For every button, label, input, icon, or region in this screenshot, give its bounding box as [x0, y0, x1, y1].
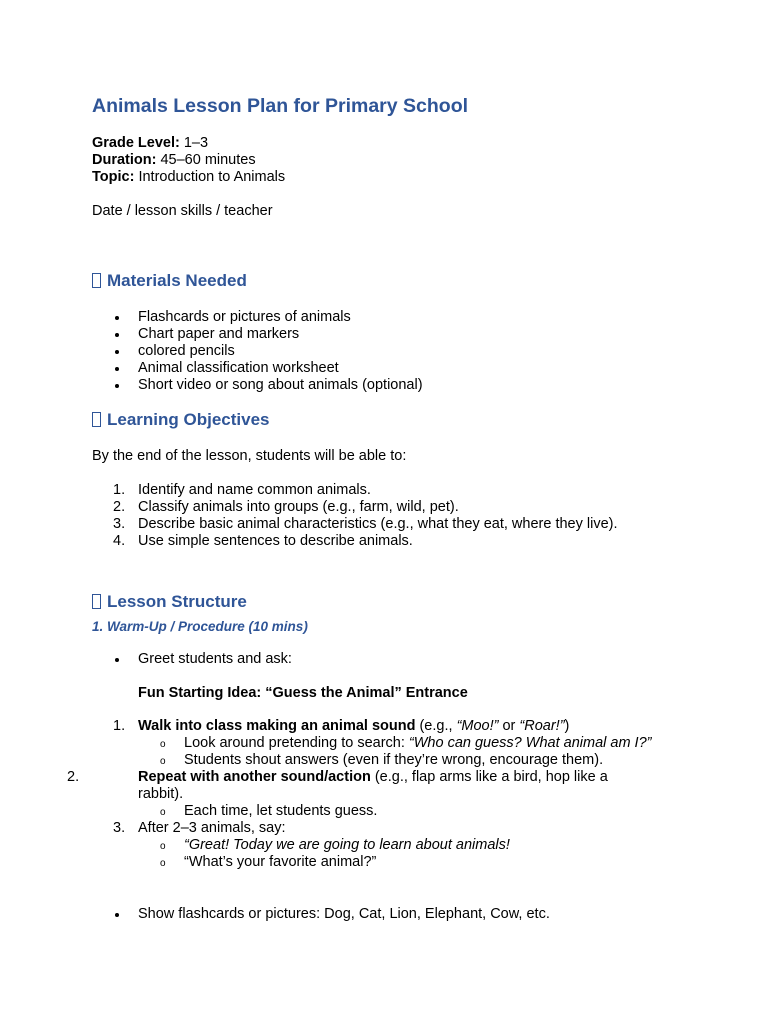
sub-item: o Students shout answers (even if they’re wrong, encourage them). [92, 752, 754, 769]
sub-item: o Each time, let students guess. [92, 803, 754, 820]
missing-glyph-icon [92, 412, 101, 427]
grade-level-label: Grade Level: [92, 135, 180, 151]
sub-item: o “Great! Today we are going to learn about animals! [92, 837, 754, 854]
topic-row [92, 169, 285, 186]
missing-glyph-icon [92, 594, 101, 609]
step-item: 1. Walk into class making an animal sound (e.g., “Moo!” or “Roar!”) o Look around pretending to search: “Who can guess? What animal am I?” o Students shout answers (even if they’re wrong, encourage them). [92, 718, 754, 769]
materials-heading-text: Materials Needed [107, 271, 247, 290]
list-item: Short video or song about animals (optional) [92, 377, 423, 394]
grade-level-row [92, 135, 285, 152]
objectives-heading-text: Learning Objectives [107, 410, 270, 429]
date-line: Date / lesson skills / teacher [92, 203, 273, 219]
duration-row [92, 152, 285, 169]
duration-label: Duration: [92, 152, 157, 168]
list-item: Animal classification worksheet [92, 360, 423, 377]
structure-heading [92, 591, 247, 613]
flashcards-list [92, 906, 550, 923]
step-item: 3. After 2–3 animals, say: o “Great! Today we are going to learn about animals! o “What’s your favorite animal?” [92, 820, 754, 871]
lesson-meta [92, 135, 285, 186]
objectives-intro: By the end of the lesson, students will be able to: [92, 448, 407, 464]
list-item: 4. Use simple sentences to describe animals. [113, 533, 413, 549]
list-item: colored pencils [92, 343, 423, 360]
materials-heading [92, 270, 247, 292]
list-item: 3. Describe basic animal characteristics (e.g., what they eat, where they live). [113, 516, 618, 532]
list-item: Show flashcards or pictures: Dog, Cat, Lion, Elephant, Cow, etc. [92, 906, 550, 923]
list-item: Flashcards or pictures of animals [92, 309, 423, 326]
page-title: Animals Lesson Plan for Primary School [92, 95, 469, 117]
objectives-list [92, 482, 618, 550]
grade-level-value: 1–3 [179, 135, 209, 151]
list-item: 1. Identify and name common animals. [113, 482, 371, 498]
greet-list [92, 651, 292, 668]
duration-value: 45–60 minutes [156, 152, 256, 168]
topic-label: Topic: [92, 169, 135, 185]
sub-item: o Look around pretending to search: “Who can guess? What animal am I?” [92, 735, 714, 752]
materials-list [92, 309, 423, 394]
list-item: Chart paper and markers [92, 326, 423, 343]
structure-heading-text: Lesson Structure [107, 592, 247, 611]
objectives-heading [92, 409, 270, 431]
sub-item: o “What’s your favorite animal?” [92, 854, 754, 871]
warmup-steps [67, 718, 754, 871]
list-item: Greet students and ask: [92, 651, 292, 668]
list-item: 2. Classify animals into groups (e.g., farm, wild, pet). [113, 499, 459, 515]
topic-value: Introduction to Animals [134, 169, 286, 185]
fun-idea-heading: Fun Starting Idea: “Guess the Animal” Entrance [138, 685, 468, 701]
step-item: 2. Repeat with another sound/action (e.g., flap arms like a bird, hop like a rabbit). o Each time, let students guess. [92, 769, 754, 820]
sub-list [138, 837, 754, 871]
warmup-subheading: 1. Warm-Up / Procedure (10 mins) [92, 619, 308, 634]
missing-glyph-icon [92, 273, 101, 288]
sub-list [138, 735, 754, 769]
sub-list [138, 803, 754, 820]
